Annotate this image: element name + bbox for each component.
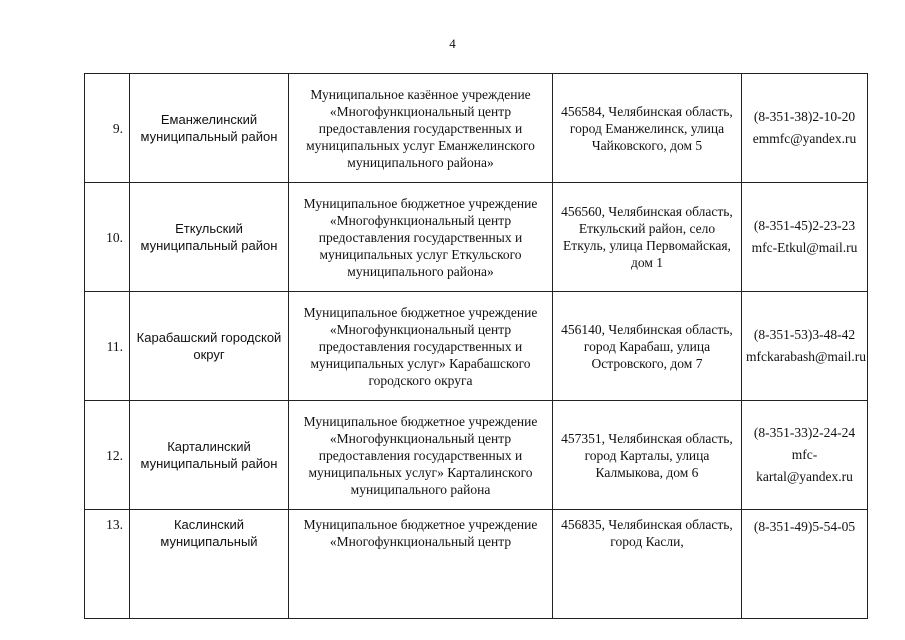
table-row: [85, 510, 868, 619]
row-number: 12.: [85, 401, 130, 510]
district-cell: Карталинский муниципальный район: [130, 401, 289, 510]
address-cell: 456835, Челябинская область, город Касли,: [553, 510, 742, 619]
institution-cell: Муниципальное бюджетное учреждение «Многофункциональный центр: [289, 510, 553, 619]
email-text: emmfc@yandex.ru: [752, 131, 857, 146]
row-number: 11.: [85, 292, 130, 401]
email-text: mfckarabash@mail.ru: [746, 349, 867, 364]
mfc-table-container: [84, 73, 868, 640]
mfc-table: [84, 73, 868, 619]
table-row: [85, 74, 868, 183]
phone-text: (8-351-53)3-48-42: [753, 327, 856, 342]
email-text: mfc-kartal@yandex.ru: [756, 447, 853, 484]
phone-text: (8-351-49)5-54-05: [753, 519, 856, 534]
address-cell: 456584, Челябинская область, город Еманжелинск, улица Чайковского, дом 5: [553, 74, 742, 183]
contact-cell: [742, 510, 868, 619]
phone-text: (8-351-33)2-24-24: [753, 425, 856, 440]
row-number: 10.: [85, 183, 130, 292]
institution-cell: Муниципальное бюджетное учреждение «Многофункциональный центр предоставления государственных и муниципальных услуг» Карабашского городского округа: [289, 292, 553, 401]
contact-cell: [742, 292, 868, 401]
district-cell: Каслинский муниципальный: [130, 510, 289, 619]
email-text: mfc-Etkul@mail.ru: [751, 240, 858, 255]
contact-cell: [742, 401, 868, 510]
row-number: 13.: [85, 510, 130, 619]
table-row: [85, 401, 868, 510]
address-cell: 457351, Челябинская область, город Карталы, улица Калмыкова, дом 6: [553, 401, 742, 510]
row-number: 9.: [85, 74, 130, 183]
table-row: [85, 183, 868, 292]
district-cell: Еманжелинский муниципальный район: [130, 74, 289, 183]
contact-cell: [742, 74, 868, 183]
page-number: 4: [449, 36, 456, 51]
address-cell: 456560, Челябинская область, Еткульский район, село Еткуль, улица Первомайская, дом 1: [553, 183, 742, 292]
table-row: [85, 292, 868, 401]
phone-text: (8-351-38)2-10-20: [753, 109, 856, 124]
phone-text: (8-351-45)2-23-23: [753, 218, 856, 233]
district-cell: Еткульский муниципальный район: [130, 183, 289, 292]
contact-cell: [742, 183, 868, 292]
district-cell: Карабашский городской округ: [130, 292, 289, 401]
institution-cell: Муниципальное казённое учреждение «Многофункциональный центр предоставления государственных и муниципальных услуг Еманжелинского муниципального района»: [289, 74, 553, 183]
institution-cell: Муниципальное бюджетное учреждение «Многофункциональный центр предоставления государственных и муниципальных услуг» Карталинского муниципального района: [289, 401, 553, 510]
institution-cell: Муниципальное бюджетное учреждение «Многофункциональный центр предоставления государственных и муниципальных услуг Еткульского муниципального района»: [289, 183, 553, 292]
address-cell: 456140, Челябинская область, город Карабаш, улица Островского, дом 7: [553, 292, 742, 401]
